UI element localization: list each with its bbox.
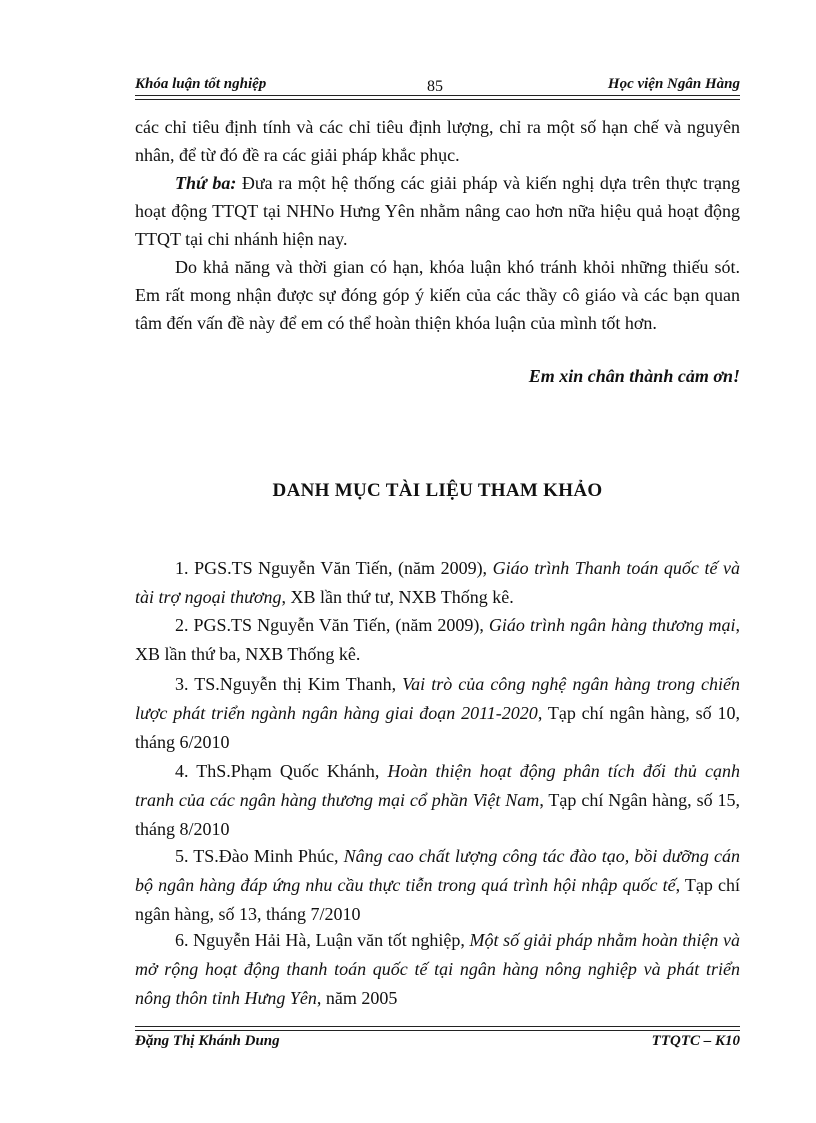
reference-item xyxy=(135,842,740,929)
reference-4-title: Hoàn thiện hoạt động phân tích đối thủ cạnh tranh của các ngân hàng thương mại cổ phần Việt Nam xyxy=(135,761,740,810)
reference-item xyxy=(135,757,740,844)
reference-4-publisher: , Tạp chí Ngân hàng, số 15, tháng 8/2010 xyxy=(135,790,740,839)
reference-item xyxy=(135,670,740,757)
thanks-line: Em xin chân thành cảm ơn! xyxy=(528,366,740,386)
reference-item xyxy=(135,611,740,669)
reference-5-author: 5. TS.Đào Minh Phúc, xyxy=(175,846,344,866)
header-institution: Học viện Ngân Hàng xyxy=(607,76,740,92)
reference-2-author: 2. PGS.TS Nguyễn Văn Tiến, (năm 2009), xyxy=(175,615,489,635)
reference-3-publisher: , Tạp chí ngân hàng, số 10, tháng 6/2010 xyxy=(135,703,740,752)
page-header xyxy=(135,74,740,96)
reference-4-author: 4. ThS.Phạm Quốc Khánh, xyxy=(175,761,388,781)
reference-5-title: Nâng cao chất lượng công tác đào tạo, bồi dưỡng cán bộ ngân hàng đáp ứng nhu cầu thực tiễn trong quá trình hội nhập quốc tế xyxy=(135,846,740,895)
page-number: 85 xyxy=(427,78,443,95)
header-thesis-label: Khóa luận tốt nghiệp xyxy=(135,76,267,92)
footer-author: Đặng Thị Khánh Dung xyxy=(135,1033,280,1049)
footer-rule xyxy=(135,1026,740,1031)
paragraph-1: các chỉ tiêu định tính và các chỉ tiêu định lượng, chỉ ra một số hạn chế và nguyên nhân, để từ đó đề ra các giải pháp khắc phục. xyxy=(135,117,740,165)
reference-3-title: Vai trò của công nghệ ngân hàng trong chiến lược phát triển ngành ngân hàng giai đoạn 2011-2020 xyxy=(135,674,740,723)
reference-5-publisher: , Tạp chí ngân hàng, số 13, tháng 7/2010 xyxy=(135,875,740,924)
footer-class-code: TTQTC – K10 xyxy=(651,1033,740,1049)
reference-6-publisher: , năm 2005 xyxy=(316,988,398,1008)
reference-1-author: 1. PGS.TS Nguyễn Văn Tiến, (năm 2009), xyxy=(175,558,493,578)
paragraph-2-lead: Thứ ba: xyxy=(175,173,237,193)
reference-1-title: Giáo trình Thanh toán quốc tế và tài trợ ngoại thương xyxy=(135,558,740,607)
paragraph-2-text: Đưa ra một hệ thống các giải pháp và kiến nghị dựa trên thực trạng hoạt động TTQT tại NHNo Hưng Yên nhằm nâng cao hơn nữa hiệu quả hoạt động TTQT tại chi nhánh hiện nay. xyxy=(135,173,740,249)
reference-3-author: 3. TS.Nguyễn thị Kim Thanh, xyxy=(175,674,403,694)
paragraph-2 xyxy=(135,169,740,253)
reference-2-title: Giáo trình ngân hàng thương mại xyxy=(488,615,736,635)
header-rule xyxy=(135,95,740,100)
paragraph-3: Do khả năng và thời gian có hạn, khóa luận khó tránh khỏi những thiếu sót. Em rất mong nhận được sự đóng góp ý kiến của các thầy cô giáo và các bạn quan tâm đến vấn đề này để em có thể hoàn thiện khóa luận của mình tốt hơn. xyxy=(135,257,740,333)
reference-1-publisher: , XB lần thứ tư, NXB Thống kê. xyxy=(281,587,514,607)
references-title: DANH MỤC TÀI LIỆU THAM KHẢO xyxy=(272,480,603,501)
reference-6-title: Một số giải pháp nhằm hoàn thiện và mở rộng hoạt động thanh toán quốc tế tại ngân hàng nông nghiệp và phát triển nông thôn tỉnh Hưng Yên xyxy=(135,930,740,1008)
page-footer xyxy=(135,1033,740,1055)
reference-item xyxy=(135,926,740,1013)
reference-6-author: 6. Nguyễn Hải Hà, Luận văn tốt nghiệp, xyxy=(175,930,470,950)
reference-2-publisher: , XB lần thứ ba, NXB Thống kê. xyxy=(135,615,740,664)
reference-item xyxy=(135,554,740,612)
